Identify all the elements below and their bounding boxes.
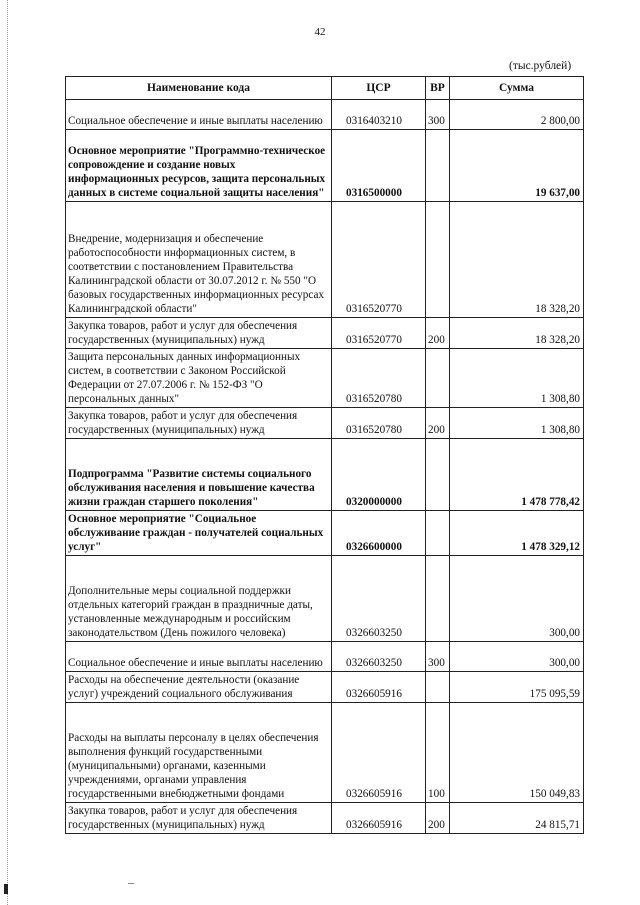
table-row <box>66 100 584 130</box>
table-row <box>66 672 584 703</box>
cell-csr: 0316520780 <box>332 408 426 439</box>
table-row <box>66 511 584 556</box>
table-row <box>66 556 584 642</box>
cell-csr: 0316520770 <box>332 202 426 318</box>
cell-name: Расходы на обеспечение деятельности (оказание услуг) учреждений социального обслуживания <box>66 672 332 703</box>
cell-name: Социальное обеспечение и иные выплаты населению <box>66 642 332 672</box>
cell-sum: 18 328,20 <box>450 318 584 349</box>
scan-artifact <box>128 883 134 884</box>
table-row <box>66 130 584 202</box>
left-margin-dots <box>7 0 10 905</box>
cell-sum: 175 095,59 <box>450 672 584 703</box>
cell-vr <box>426 349 450 408</box>
cell-vr: 200 <box>426 408 450 439</box>
cell-sum: 19 637,00 <box>450 130 584 202</box>
cell-csr: 0320000000 <box>332 439 426 511</box>
header-csr: ЦСР <box>332 77 426 100</box>
cell-csr: 0316520770 <box>332 318 426 349</box>
cell-sum: 1 478 778,42 <box>450 439 584 511</box>
cell-vr: 200 <box>426 803 450 834</box>
cell-name: Социальное обеспечение и иные выплаты населению <box>66 100 332 130</box>
cell-csr: 0316520780 <box>332 349 426 408</box>
cell-sum: 18 328,20 <box>450 202 584 318</box>
cell-vr: 300 <box>426 100 450 130</box>
cell-sum: 300,00 <box>450 556 584 642</box>
cell-name: Закупка товаров, работ и услуг для обеспечения государственных (муниципальных) нужд <box>66 318 332 349</box>
cell-csr: 0316403210 <box>332 100 426 130</box>
table-row <box>66 349 584 408</box>
cell-sum: 2 800,00 <box>450 100 584 130</box>
table-row <box>66 642 584 672</box>
header-vr: ВР <box>426 77 450 100</box>
table-row <box>66 703 584 803</box>
cell-csr: 0326603250 <box>332 642 426 672</box>
cell-csr: 0326605916 <box>332 803 426 834</box>
cell-sum: 1 308,80 <box>450 349 584 408</box>
budget-table <box>65 76 584 834</box>
cell-vr: 200 <box>426 318 450 349</box>
table-row <box>66 408 584 439</box>
cell-name: Основное мероприятие "Социальное обслуживание граждан - получателей социальных услуг" <box>66 511 332 556</box>
cell-name: Защита персональных данных информационных систем, в соответствии с Законом Российской Федерации от 27.07.2006 г. № 152-ФЗ "О персональных данных" <box>66 349 332 408</box>
header-sum: Сумма <box>450 77 584 100</box>
cell-sum: 150 049,83 <box>450 703 584 803</box>
cell-csr: 0326603250 <box>332 556 426 642</box>
cell-sum: 1 308,80 <box>450 408 584 439</box>
table-row <box>66 803 584 834</box>
table-row <box>66 439 584 511</box>
cell-name: Подпрограмма "Развитие системы социального обслуживания населения и повышение качества жизни граждан старшего поколения" <box>66 439 332 511</box>
cell-name: Закупка товаров, работ и услуг для обеспечения государственных (муниципальных) нужд <box>66 803 332 834</box>
cell-name: Закупка товаров, работ и услуг для обеспечения государственных (муниципальных) нужд <box>66 408 332 439</box>
cell-vr <box>426 556 450 642</box>
cell-vr <box>426 511 450 556</box>
cell-vr: 300 <box>426 642 450 672</box>
cell-name: Основное мероприятие "Программно-техническое сопровождение и создание новых информационных ресурсов, защита персональных данных в системе социальной защиты населения" <box>66 130 332 202</box>
cell-csr: 0316500000 <box>332 130 426 202</box>
cell-vr: 100 <box>426 703 450 803</box>
cell-name: Расходы на выплаты персоналу в целях обеспечения выполнения функций государственными (муниципальными) органами, казенными учреждениями, органами управления государственными внебюджетными фондами <box>66 703 332 803</box>
cell-vr <box>426 202 450 318</box>
cell-name: Внедрение, модернизация и обеспечение работоспособности информационных систем, в соответствии с постановлением Правительства Калининградской области от 30.07.2012 г. № 550 "О базовых государственных информационных ресурсах Калининградской области" <box>66 202 332 318</box>
cell-sum: 24 815,71 <box>450 803 584 834</box>
units-label: (тыс.рублей) <box>509 60 572 72</box>
cell-vr <box>426 130 450 202</box>
table-row <box>66 318 584 349</box>
table-header-row <box>66 77 584 100</box>
cell-vr <box>426 439 450 511</box>
table-row <box>66 202 584 318</box>
header-name: Наименование кода <box>66 77 332 100</box>
table-body <box>66 100 584 834</box>
cell-name: Дополнительные меры социальной поддержки отдельных категорий граждан в праздничные даты, установленные международным и российским законодательством (День пожилого человека) <box>66 556 332 642</box>
cell-sum: 1 478 329,12 <box>450 511 584 556</box>
cell-csr: 0326605916 <box>332 672 426 703</box>
cell-sum: 300,00 <box>450 642 584 672</box>
cell-csr: 0326605916 <box>332 703 426 803</box>
cell-vr <box>426 672 450 703</box>
left-margin-mark <box>4 884 8 894</box>
cell-csr: 0326600000 <box>332 511 426 556</box>
page-number: 42 <box>314 26 326 38</box>
